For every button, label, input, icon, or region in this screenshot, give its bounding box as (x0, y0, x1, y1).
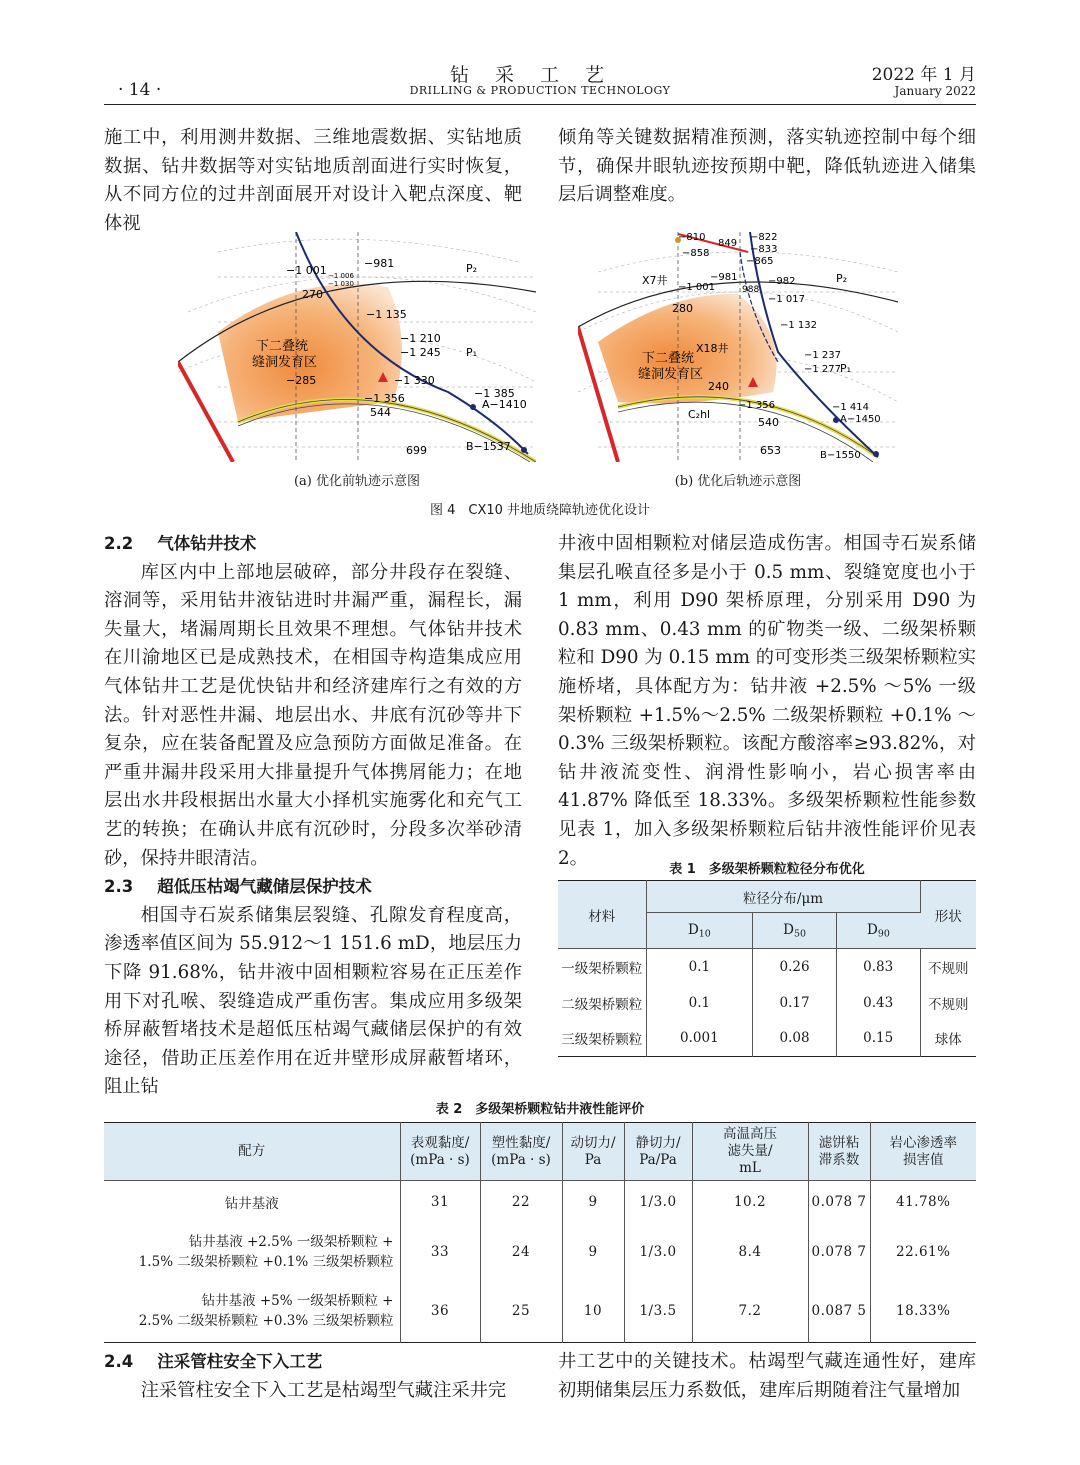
left-column (104, 530, 522, 1102)
t2-r1-av: 33 (400, 1223, 480, 1281)
t1-r0-d50: 0.26 (753, 949, 837, 985)
journal-subtitle: DRILLING & PRODUCTION TECHNOLOGY (409, 84, 671, 97)
fb-l9: −1 001 (678, 282, 716, 293)
figure-a (178, 232, 536, 462)
t2-r2-f1: 钻井基液 +5% 一级架桥颗粒 + (201, 1293, 394, 1310)
fa-l9: −285 (286, 374, 317, 387)
t2-h-fl1: 高温高压 (723, 1126, 777, 1142)
fb-l13: 280 (672, 302, 693, 315)
figure-caption: 图 4 CX10 井地质绕障轨迹优化设计 (429, 503, 651, 518)
fb-l22: C₂hl (688, 408, 711, 421)
t2-h-av (400, 1123, 480, 1181)
t2-h-yp2: Pa (584, 1151, 602, 1168)
t1-r0-name: 一级架桥颗粒 (558, 949, 646, 985)
t1-r0-d10: 0.1 (646, 949, 753, 985)
t2-r1-pv: 24 (480, 1223, 562, 1281)
section-2-2-title: 气体钻井技术 (157, 534, 257, 553)
t1-row (558, 1021, 976, 1057)
t2-r0-dmg: 41.78% (896, 1193, 951, 1210)
t2-h-fl3: mL (739, 1160, 761, 1176)
section-2-4-title: 注采管柱安全下入工艺 (157, 1352, 323, 1371)
t2-r1-k: 0.078 7 (808, 1223, 870, 1281)
t1-r2-d10: 0.001 (646, 1021, 753, 1057)
section-2-4-num: 2.4 (104, 1352, 134, 1371)
fb-l18: 240 (708, 380, 729, 393)
fb-l2: −822 (750, 232, 778, 243)
t2-r2-f2: 2.5% 二级架桥颗粒 +0.3% 三级架桥颗粒 (138, 1313, 394, 1330)
fb-l20: −1 414 (832, 402, 870, 413)
t2-h-pv1: 塑性黏度/ (491, 1134, 551, 1151)
fb-l8: −981 (710, 272, 738, 283)
intro-right-text: 倾角等关键数据精准预测，落实轨迹控制中每个细节，确保井眼轨迹按预期中靶，降低轨迹进入储集层后调整难度。 (558, 127, 976, 206)
t2-r1-f1: 钻井基液 +2.5% 一级架桥颗粒 + (188, 1233, 394, 1250)
table2-caption: 表 2 多级架桥颗粒钻井液性能评价 (435, 1102, 645, 1117)
t2-r1-formula (104, 1223, 400, 1281)
fa-p1: P₁ (466, 346, 478, 359)
t2-r1-fl: 8.4 (692, 1223, 808, 1281)
fa-l13: A−1410 (482, 398, 527, 411)
t2-r0-k: 0.078 7 (808, 1181, 870, 1223)
fb-l4: −833 (750, 244, 778, 255)
fb-l17: −1 277 (804, 364, 842, 375)
t2-r0-gel: 1/3.0 (624, 1181, 692, 1223)
section-2-4-continued: 井工艺中的关键技术。枯竭型气藏连通性好，建库初期储集层压力系数低，建库后期随着注气量增加 (558, 1351, 976, 1401)
t2-r2-k: 0.087 5 (808, 1281, 870, 1343)
fa-l14: 544 (370, 406, 391, 419)
fb-l14: −1 132 (780, 320, 818, 331)
t2-r0-pv: 22 (480, 1181, 562, 1223)
fb-l15: X18井 (696, 342, 729, 355)
fa-l11: −1 356 (364, 392, 405, 405)
section-2-4-body: 注采管柱安全下入工艺是枯竭型气藏注采井完 (140, 1379, 507, 1401)
fb-l16: −1 237 (804, 350, 842, 361)
fb-zone1: 下二叠统 (642, 351, 695, 366)
t2-h-gel (624, 1123, 692, 1181)
t2-h-k1: 滤饼粘 (818, 1134, 860, 1151)
t2-r0-f1: 钻井基液 (224, 1195, 279, 1212)
t1-r2-d50: 0.08 (753, 1021, 837, 1057)
t2-h-yp1: 动切力/ (570, 1134, 616, 1151)
t1-h-d90: $D_{90}$ (836, 913, 920, 949)
t2-r0-fl: 10.2 (692, 1181, 808, 1223)
fa-zone1: 下二叠统 (256, 339, 309, 354)
section-2-3-heading (104, 873, 522, 902)
fb-l1: −810 (678, 232, 706, 243)
fa-p2: P₂ (466, 262, 478, 275)
intro-left (104, 124, 522, 238)
t2-r2-dmg: 18.33% (896, 1303, 951, 1320)
figure-a-caption: (a) 优化前轨迹示意图 (293, 474, 421, 489)
t2-r0-formula (104, 1181, 400, 1223)
t2-h-fl2: 滤失量/ (727, 1143, 773, 1159)
t2-row (104, 1281, 976, 1343)
t1-row (558, 949, 976, 985)
t1-h-shape: 形状 (920, 881, 976, 949)
fb-l19: −1 356 (738, 400, 776, 411)
issue-date-en: January 2022 (894, 84, 976, 98)
t1-r1-d50: 0.17 (753, 985, 837, 1021)
table1-caption: 表 1 多级架桥颗粒粒径分布优化 (669, 862, 865, 877)
t2-h-pv (480, 1123, 562, 1181)
t2-r0-yp: 9 (562, 1181, 624, 1223)
t2-h-dmg (870, 1123, 976, 1181)
fa-l12: −1 385 (474, 387, 515, 400)
t2-h-dmg1: 岩心渗透率 (889, 1134, 957, 1151)
fb-l21: A−1450 (840, 414, 881, 425)
intro-left-text: 施工中，利用测井数据、三维地震数据、实钻地质数据、钻井数据等对实钻地质剖面进行实时恢复，从不同方位的过井剖面展开对设计入靶点深度、靶体视 (104, 127, 522, 234)
t1-r1-name: 二级架桥颗粒 (558, 985, 646, 1021)
t2-r1-f2: 1.5% 二级架桥颗粒 +0.1% 三级架桥颗粒 (138, 1253, 394, 1270)
t1-h-d10: $D_{10}$ (646, 913, 753, 949)
t1-r2-name: 三级架桥颗粒 (558, 1021, 646, 1057)
t2-row (104, 1223, 976, 1281)
right-column (558, 530, 976, 873)
fa-l8: −1 245 (400, 346, 441, 359)
fb-l25: B−1550 (820, 450, 861, 461)
fb-l10: −982 (768, 276, 796, 287)
fa-l16: B−1537 (466, 440, 511, 453)
fa-l4: −1 030 (328, 280, 354, 288)
t2-h-av1: 表观黏度/ (410, 1134, 470, 1151)
fa-l7: −1 210 (400, 332, 441, 345)
t2-h-formula: 配方 (104, 1123, 400, 1181)
section-2-2-heading (104, 530, 522, 559)
fb-l11: 988 (742, 285, 760, 295)
t2-row (104, 1181, 976, 1223)
t2-r2-av: 36 (400, 1281, 480, 1343)
t2-r0-av: 31 (400, 1181, 480, 1223)
fb-zone2: 缝洞发育区 (638, 367, 704, 382)
t1-h-material: 材料 (558, 881, 646, 949)
page-number: · 14 · (118, 80, 162, 100)
t2-r1-yp: 9 (562, 1223, 624, 1281)
fa-l15: 699 (406, 444, 427, 457)
section-2-2-num: 2.2 (104, 534, 134, 553)
t1-row (558, 985, 976, 1021)
header-rule (104, 104, 976, 105)
fa-zone2: 缝洞发育区 (252, 355, 318, 370)
t1-h-dist: 粒径分布/μm (646, 881, 920, 913)
fb-p2: P₂ (836, 272, 848, 285)
fb-p1: P₁ (840, 362, 852, 375)
section-2-2-body: 库区内中上部地层破碎，部分井段存在裂缝、溶洞等，采用钻井液钻进时井漏严重，漏程长，漏失量大，堵漏周期长且效果不理想。气体钻井技术在川渝地区已是成熟技术，在相国寺构造集成应用气体钻井工艺是优快钻井和经济建库行之有效的方法。针对恶性井漏、地层出水、井底有沉砂等井下复杂，应在装备配置及应急预防方面做足准备。在严重井漏井段采用大排量提升气体携屑能力；在地层出水井段根据出水量大小择机实施雾化和充气工艺的转换；在确认井底有沉砂时，分段多次举砂清砂，保持井眼清洁。 (104, 561, 522, 869)
fa-l3: −1 006 (328, 272, 354, 280)
fa-l6: −1 135 (366, 308, 407, 321)
section-2-4-right (558, 1348, 976, 1405)
t2-h-k2: 滞系数 (818, 1151, 860, 1168)
t2-h-pv2: (mPa · s) (491, 1151, 551, 1168)
section-2-3-body: 相国寺石炭系储集层裂缝、孔隙发育程度高，渗透率值区间为 55.912～1 151.6 mD，地层压力下降 91.68%，钻井液中固相颗粒容易在正压差作用下对孔喉、裂缝造成严重伤害。集成应用多级架桥屏蔽暂堵技术是超低压枯竭气藏储层保护的有效途径，借助正压差作用在近井壁形成屏蔽暂堵环，阻止钻 (104, 904, 522, 1098)
table2 (104, 1122, 976, 1343)
t2-h-k (808, 1123, 870, 1181)
t1-r0-shape: 不规则 (928, 960, 969, 977)
fa-l10: −1 330 (394, 374, 435, 387)
t2-h-av2: (mPa · s) (410, 1151, 470, 1168)
fb-l6: −865 (746, 256, 774, 267)
section-2-3-num: 2.3 (104, 877, 134, 897)
figure-b (578, 232, 898, 462)
section-2-4-heading (104, 1348, 522, 1377)
fa-l2: −981 (364, 257, 395, 270)
fa-l5: 270 (302, 288, 323, 301)
t2-r1-gel: 1/3.0 (624, 1223, 692, 1281)
t2-h-gel1: 静切力/ (635, 1134, 681, 1151)
t1-r1-shape: 不规则 (928, 996, 969, 1013)
t2-r2-formula (104, 1281, 400, 1343)
figure-b-caption: (b) 优化后轨迹示意图 (674, 474, 802, 489)
fb-l24: 653 (760, 444, 781, 457)
section-2-4-left (104, 1348, 522, 1405)
fb-l12: −1 017 (768, 294, 806, 305)
fb-l7: X7井 (642, 274, 668, 287)
t1-r0-d90: 0.83 (836, 949, 920, 985)
journal-title: 钻采工艺 (449, 64, 630, 86)
t1-r2-d90: 0.15 (836, 1021, 920, 1057)
section-2-3-title: 超低压枯竭气藏储层保护技术 (157, 877, 372, 897)
table1 (558, 880, 976, 1057)
t1-h-d50: $D_{50}$ (753, 913, 837, 949)
t2-r2-pv: 25 (480, 1281, 562, 1343)
fa-l1: −1 001 (286, 264, 327, 277)
t2-h-gel2: Pa/Pa (639, 1151, 677, 1168)
t2-r2-fl: 7.2 (692, 1281, 808, 1343)
t2-r2-yp: 10 (562, 1281, 624, 1343)
t2-h-yp (562, 1123, 624, 1181)
t2-h-fl (692, 1123, 808, 1181)
t1-r1-d90: 0.43 (836, 985, 920, 1021)
issue-date: 2022 年 1 月 (871, 65, 976, 85)
fb-l23: 540 (758, 416, 779, 429)
intro-right (558, 124, 976, 210)
t1-r1-d10: 0.1 (646, 985, 753, 1021)
section-2-3-continued: 井液中固相颗粒对储层造成伤害。相国寺石炭系储集层孔喉直径多是小于 0.5 mm、裂缝宽度也小于 1 mm，利用 D90 架桥原理，分别采用 D90 为 0.83 mm、0.43 mm 的矿物类一级、二级架桥颗粒和 D90 为 0.15 mm 的可变形类三级架桥颗粒实施桥堵，具体配方为：钻井液 +2.5% ～5% 一级架桥颗粒 +1.5%～2.5% 二级架桥颗粒 +0.1% ～0.3% 三级架桥颗粒。该配方酸溶率≥93.82%，对钻井液流变性、润滑性影响小，岩心损害率由 41.87% 降低至 18.33%。多级架桥颗粒性能参数见表 1，加入多级架桥颗粒后钻井液性能评价见表 2。 (558, 533, 976, 869)
t2-r2-gel: 1/3.5 (624, 1281, 692, 1343)
t1-r2-shape: 球体 (934, 1032, 962, 1049)
fb-l3: 849 (718, 238, 738, 249)
t2-h-dmg2: 损害值 (903, 1151, 944, 1168)
t2-r1-dmg: 22.61% (896, 1243, 951, 1260)
fb-l5: −858 (682, 248, 710, 259)
